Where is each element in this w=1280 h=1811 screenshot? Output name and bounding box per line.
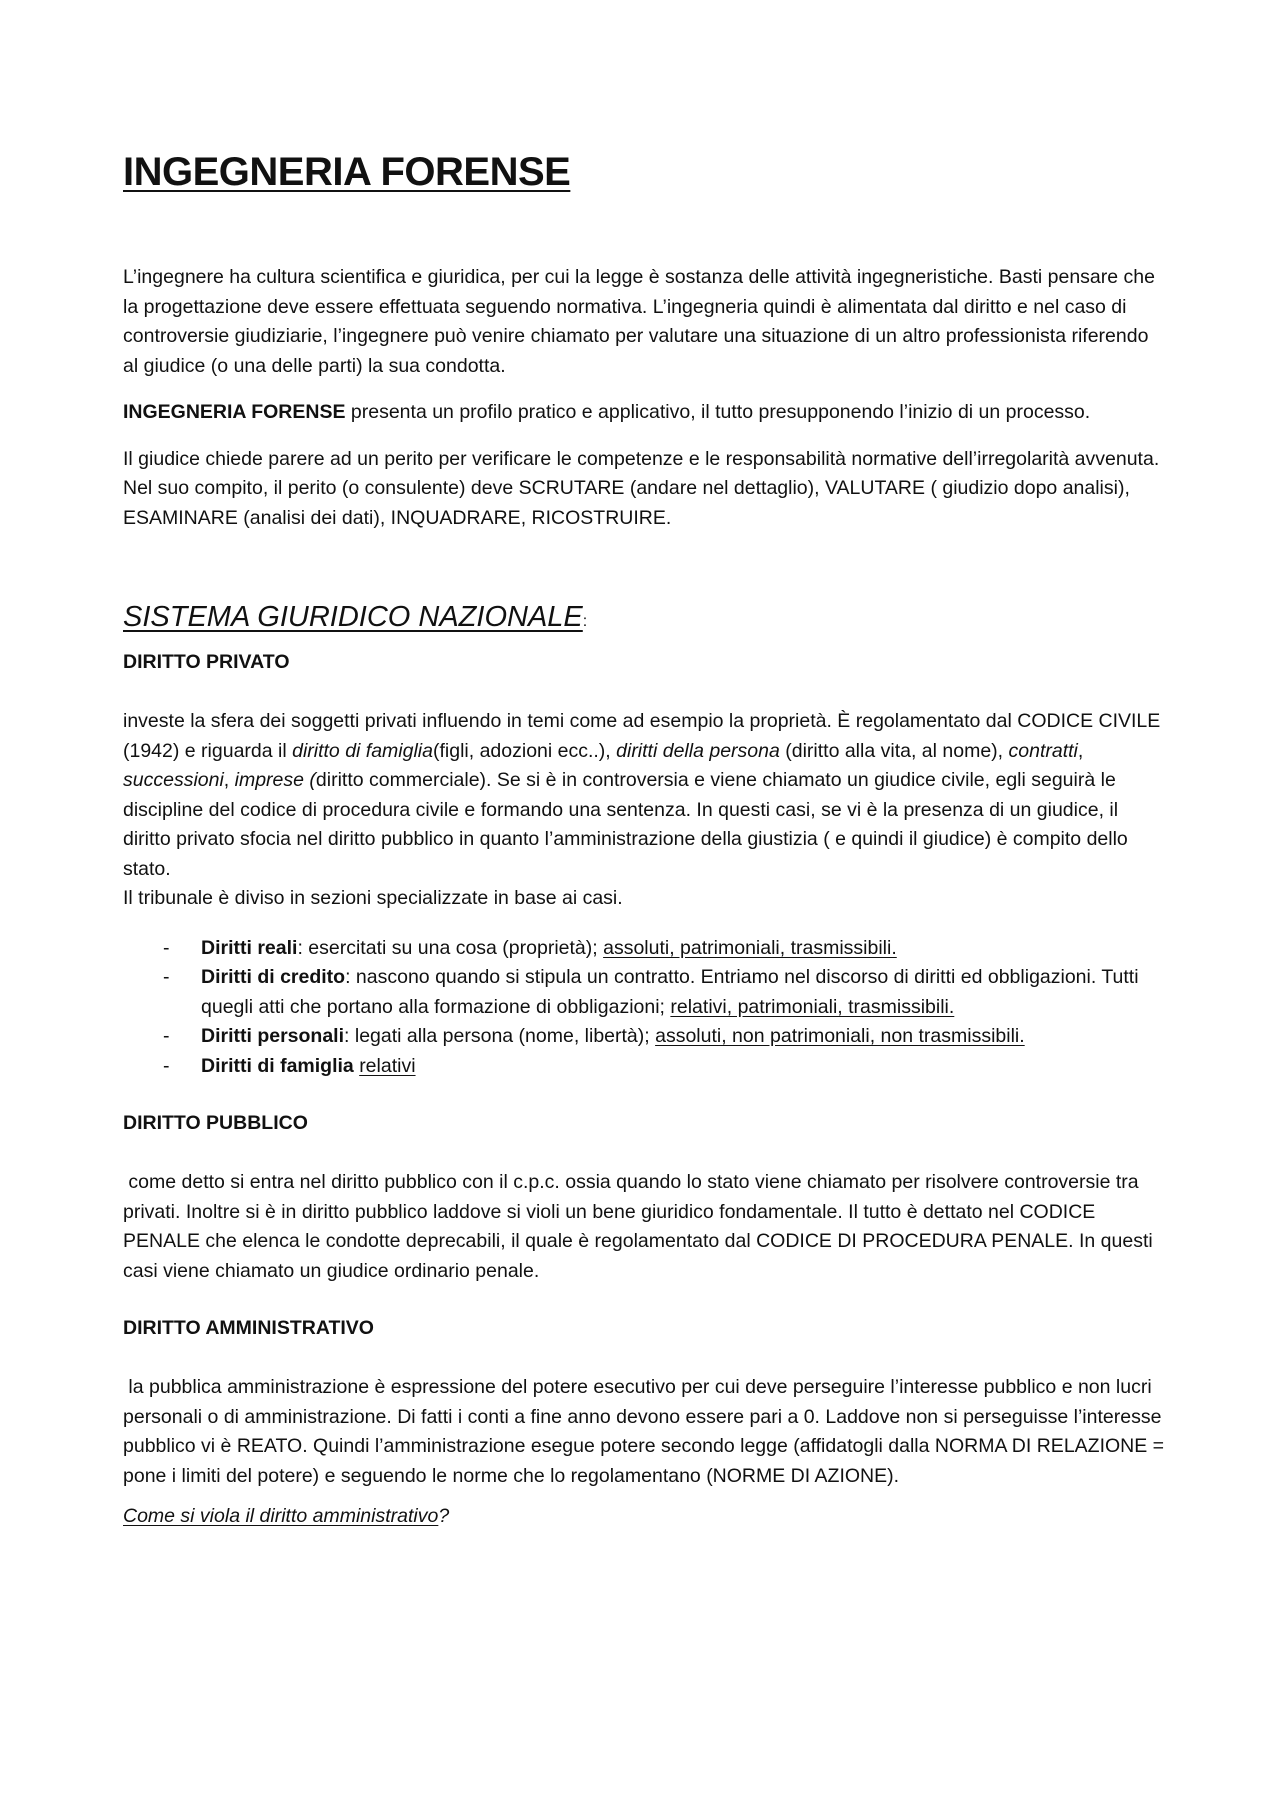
list-item-text: : legati alla persona (nome, libertà); xyxy=(344,1025,656,1047)
list-dash: - xyxy=(163,1054,170,1077)
privato-italic-3: contratti xyxy=(1008,739,1078,762)
list-item-properties: assoluti, non patrimoniali, non trasmissibili. xyxy=(655,1025,1025,1047)
list-item-term: Diritti di famiglia xyxy=(201,1054,354,1077)
list-item xyxy=(123,934,1168,964)
privato-italic-2: diritti della persona xyxy=(616,739,780,762)
heading-diritto-privato: DIRITTO PRIVATO xyxy=(123,651,290,673)
list-item xyxy=(123,963,1168,1022)
list-dash: - xyxy=(163,936,170,959)
privato-text-1: investe la sfera dei soggetti privati influendo in temi come ad esempio la proprietà. È regolamentato dal CODICE CIVILE (1942) e riguarda il xyxy=(123,710,1161,762)
list-item-properties: relativi xyxy=(359,1054,416,1077)
closing-question-mark: ? xyxy=(438,1505,450,1527)
list-item xyxy=(123,1052,1168,1082)
intro-paragraph-1: L’ingegnere ha cultura scientifica e giuridica, per cui la legge è sostanza delle attività ingegneristiche. Basti pensare che la progettazione deve essere effettuata seguendo normativa. L’ingegneria quindi è alimentata dal diritto e nel caso di controversie giudiziarie, l’ingegnere può venire chiamato per valutare una situazione di un altro professionista riferendo al giudice (o una delle parti) la sua condotta. xyxy=(123,266,1155,377)
intro-paragraph-3: Il giudice chiede parere ad un perito per verificare le competenze e le responsabilità normative dell’irregolarità avvenuta. Nel suo compito, il perito (o consulente) deve SCRUTARE (andare nel dettaglio), VALUTARE ( giudizio dopo analisi), ESAMINARE (analisi dei dati), INQUADRARE, RICOSTRUIRE. xyxy=(123,447,1160,529)
heading-diritto-pubblico: DIRITTO PUBBLICO xyxy=(123,1112,308,1134)
list-item-term: Diritti di credito xyxy=(201,966,346,988)
heading-diritto-amministrativo: DIRITTO AMMINISTRATIVO xyxy=(123,1317,374,1339)
document-title: INGEGNERIA FORENSE xyxy=(123,150,571,194)
section-heading-colon: : xyxy=(582,613,588,630)
rights-list xyxy=(123,934,1168,1082)
list-item-text: : esercitati su una cosa (proprietà); xyxy=(297,936,604,959)
privato-paragraph xyxy=(123,707,1168,914)
intro-paragraph-2-text: presenta un profilo pratico e applicativo, il tutto presupponendo l’inizio di un processo. xyxy=(345,401,1091,423)
pubblico-paragraph: come detto si entra nel diritto pubblico con il c.p.c. ossia quando lo stato viene chiamato per risolvere controversie tra privati. Inoltre si è in diritto pubblico laddove si violi un bene giuridico fondamentale. Il tutto è dettato nel CODICE PENALE che elenca le condotte deprecabili, il quale è regolamentato dal CODICE DI PROCEDURA PENALE. In questi casi viene chiamato un giudice ordinario penale. xyxy=(123,1171,1159,1282)
document-page xyxy=(123,150,1168,1528)
list-item-term: Diritti reali xyxy=(201,936,298,959)
intro-bold-term: INGEGNERIA FORENSE xyxy=(123,401,346,423)
privato-text-5: , xyxy=(223,769,235,791)
privato-italic-5: imprese ( xyxy=(234,769,316,791)
closing-question-text: Come si viola il diritto amministrativo xyxy=(123,1505,439,1527)
list-item-properties: relativi, patrimoniali, trasmissibili. xyxy=(670,995,955,1018)
amministrativo-paragraph: la pubblica amministrazione è espressione del potere esecutivo per cui deve perseguire l’interesse pubblico e non lucri personali o di amministrazione. Di fatti i conti a fine anno devono essere pari a 0. Laddove non si perseguisse l’interesse pubblico vi è REATO. Quindi l’amministrazione esegue potere secondo legge (affidatogli dalla NORMA DI RELAZIONE = pone i limiti del potere) e seguendo le norme che lo regolamentano (NORME DI AZIONE). xyxy=(123,1376,1170,1487)
list-item-term: Diritti personali xyxy=(201,1025,345,1047)
privato-text-6: diritto commerciale). Se si è in controversia e viene chiamato un giudice civile, egli seguirà le discipline del codice di procedura civile e formando una sentenza. In questi casi, se vi è la presenza di un giudice, il diritto privato sfocia nel diritto pubblico in quanto l’amministrazione della giustizia ( e quindi il giudice) è compito dello stato. xyxy=(123,769,1128,880)
list-item-properties: assoluti, patrimoniali, trasmissibili. xyxy=(603,936,897,959)
section-heading-text: SISTEMA GIURIDICO NAZIONALE xyxy=(123,601,583,633)
closing-question xyxy=(123,1505,1168,1528)
intro-paragraph-2 xyxy=(123,398,1168,428)
privato-italic-4: successioni xyxy=(123,769,224,791)
privato-italic-1: diritto di famiglia xyxy=(292,739,433,762)
privato-text-3: (diritto alla vita, al nome), xyxy=(779,739,1009,762)
section-heading xyxy=(123,601,1168,634)
list-dash: - xyxy=(163,966,170,988)
list-item xyxy=(123,1022,1168,1052)
list-dash: - xyxy=(163,1025,170,1047)
privato-text-4: , xyxy=(1077,739,1084,762)
privato-text-7: Il tribunale è diviso in sezioni specializzate in base ai casi. xyxy=(123,887,623,909)
list-item-text: : nascono quando si stipula un contratto. Entriamo nel discorso di diritti ed obbligazioni. Tutti quegli atti che portano alla formazione di obbligazioni; xyxy=(201,966,1139,1018)
privato-text-2: (figli, adozioni ecc..), xyxy=(432,739,617,762)
